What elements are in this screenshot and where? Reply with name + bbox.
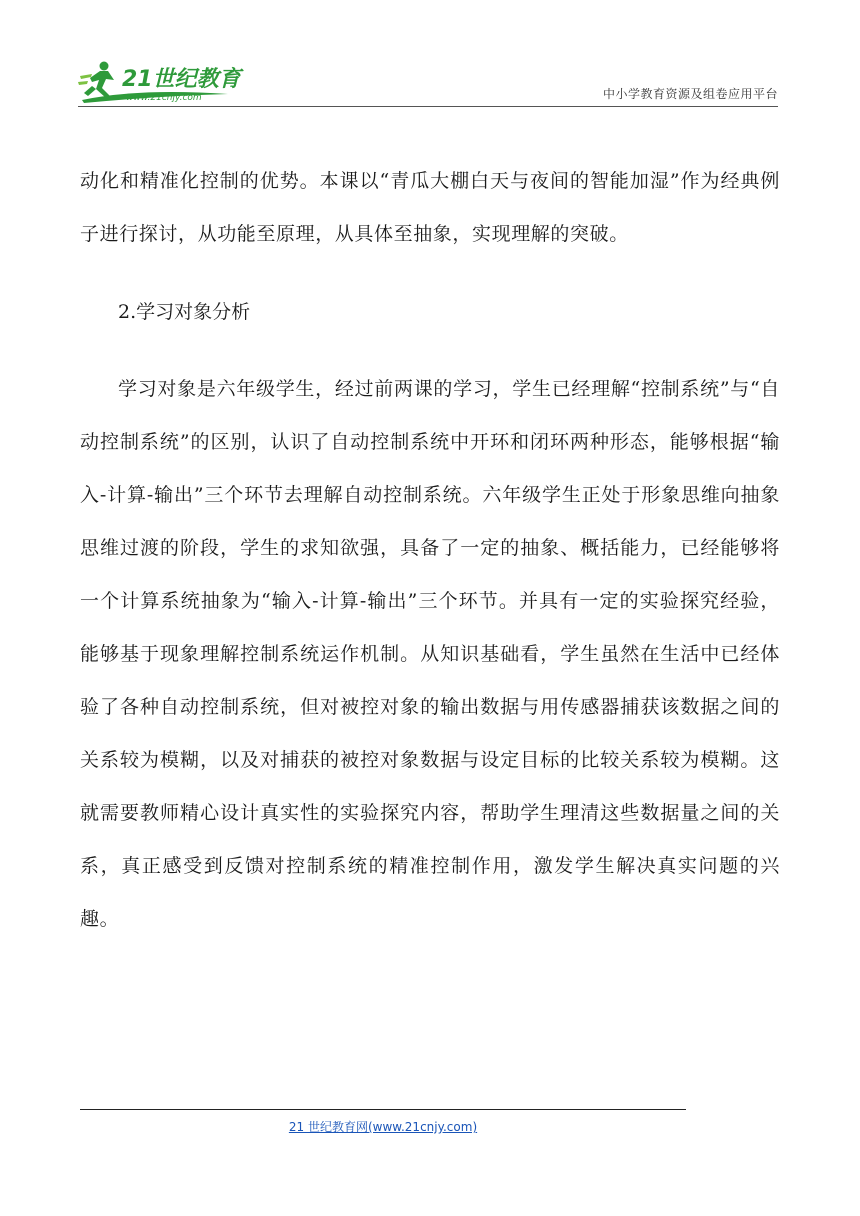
svg-text:21世纪教育: 21世纪教育 (122, 67, 241, 92)
paragraph-learner-analysis (80, 363, 780, 946)
footer-site-link[interactable]: 21 世纪教育网(www.21cnjy.com) (288, 1120, 478, 1134)
runner-logo-icon (78, 58, 258, 104)
footer-divider (80, 1109, 686, 1110)
svg-text:www.21cnjy.com: www.21cnjy.com (126, 93, 202, 103)
section-heading-block (80, 286, 780, 339)
site-logo[interactable] (78, 58, 258, 104)
page-header (78, 58, 778, 106)
platform-tagline: 中小学教育资源及组卷应用平台 (602, 87, 778, 101)
paragraph-text: 学习对象是六年级学生，经过前两课的学习，学生已经理解“控制系统”与“自动控制系统”的区别，认识了自动控制系统中开环和闭环两种形态，能够根据“输入-计算-输出”三个环节去理解自动控制系统。六年级学生正处于形象思维向抽象思维过渡的阶段，学生的求知欲强，具备了一定的抽象、概括能力，已经能够将一个计算系统抽象为“输入-计算-输出”三个环节。并具有一定的实验探究经验，能够基于现象理解控制系统运作机制。从知识基础看，学生虽然在生活中已经体验了各种自动控制系统，但对被控对象的输出数据与用传感器捕获该数据之间的关系较为模糊，以及对捕获的被控对象数据与设定目标的比较关系较为模糊。这就需要教师精心设计真实性的实验探究内容，帮助学生理清这些数据量之间的关系，真正感受到反馈对控制系统的精准控制作用，激发学生解决真实问题的兴趣。 (80, 378, 780, 930)
document-body (80, 155, 780, 946)
paragraph-text: 动化和精准化控制的优势。本课以“青瓜大棚白天与夜间的智能加湿”作为经典例子进行探讨，从功能至原理，从具体至抽象，实现理解的突破。 (80, 170, 780, 245)
section-heading: 2.学习对象分析 (118, 301, 251, 323)
paragraph-continuation (80, 155, 780, 261)
header-divider (78, 106, 778, 107)
